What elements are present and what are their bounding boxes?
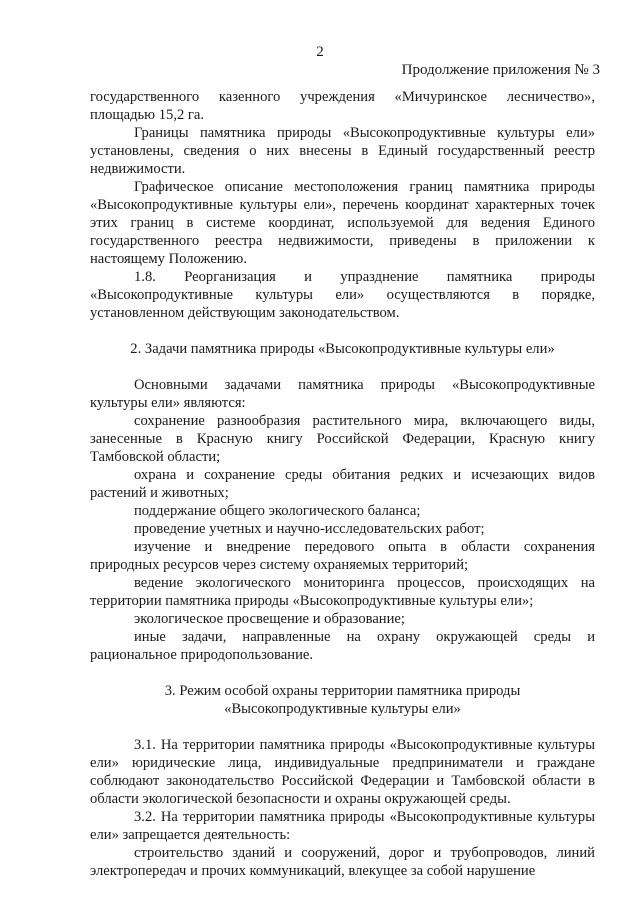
list-item: охрана и сохранение среды обитания редких и исчезающих видов растений и животных;	[90, 467, 595, 501]
page-number: 2	[316, 44, 324, 60]
section-3-heading-line-1: 3. Режим особой охраны территории памятника природы	[164, 683, 521, 699]
paragraph-2: Границы памятника природы «Высокопродуктивные культуры ели» установлены, сведения о них внесены в Единый государственный реестр недвижимости.	[90, 125, 595, 177]
paragraph-8: строительство зданий и сооружений, дорог и трубопроводов, линий электропередач и прочих коммуникаций, влекущее за собой нарушение	[90, 845, 595, 879]
paragraph-3: Графическое описание местоположения границ памятника природы «Высокопродуктивные культуры ели», перечень координат характерных точек этих границ в системе координат, используемой для ведения Единого государственного реестра недвижимости, приведены в приложении к настоящему Положению.	[90, 179, 595, 267]
list-item: экологическое просвещение и образование;	[134, 611, 405, 627]
paragraph-5: Основными задачами памятника природы «Высокопродуктивные культуры ели» являются:	[90, 377, 595, 411]
paragraph-7: 3.2. На территории памятника природы «Высокопродуктивные культуры ели» запрещается деятельность:	[90, 809, 595, 843]
section-2-heading: 2. Задачи памятника природы «Высокопродуктивные культуры ели»	[130, 341, 555, 357]
document-body	[90, 88, 595, 880]
page-header: Продолжение приложения № 3	[401, 62, 600, 78]
paragraph-1: государственного казенного учреждения «Мичуринское лесничество», площадью 15,2 га.	[90, 89, 595, 123]
list-item: иные задачи, направленные на охрану окружающей среды и рациональное природопользование.	[90, 629, 595, 663]
paragraph-6: 3.1. На территории памятника природы «Высокопродуктивные культуры ели» юридические лица, индивидуальные предприниматели и граждане соблюдают законодательство Российской Федерации и Тамбовской области в области экологической безопасности и охраны окружающей среды.	[90, 737, 595, 807]
list-item: проведение учетных и научно-исследовательских работ;	[134, 521, 485, 537]
section-3-heading-line-2: «Высокопродуктивные культуры ели»	[224, 701, 461, 717]
list-item: ведение экологического мониторинга процессов, происходящих на территории памятника природы «Высокопродуктивные культуры ели»;	[90, 575, 595, 609]
paragraph-4: 1.8. Реорганизация и упразднение памятника природы «Высокопродуктивные культуры ели» осуществляются в порядке, установленном действующим законодательством.	[90, 269, 595, 321]
list-item: сохранение разнообразия растительного мира, включающего виды, занесенные в Красную книгу Российской Федерации, Красную книгу Тамбовской области;	[90, 413, 595, 465]
list-item: изучение и внедрение передового опыта в области сохранения природных ресурсов через систему охраняемых территорий;	[90, 539, 595, 573]
list-item: поддержание общего экологического баланса;	[134, 503, 421, 519]
